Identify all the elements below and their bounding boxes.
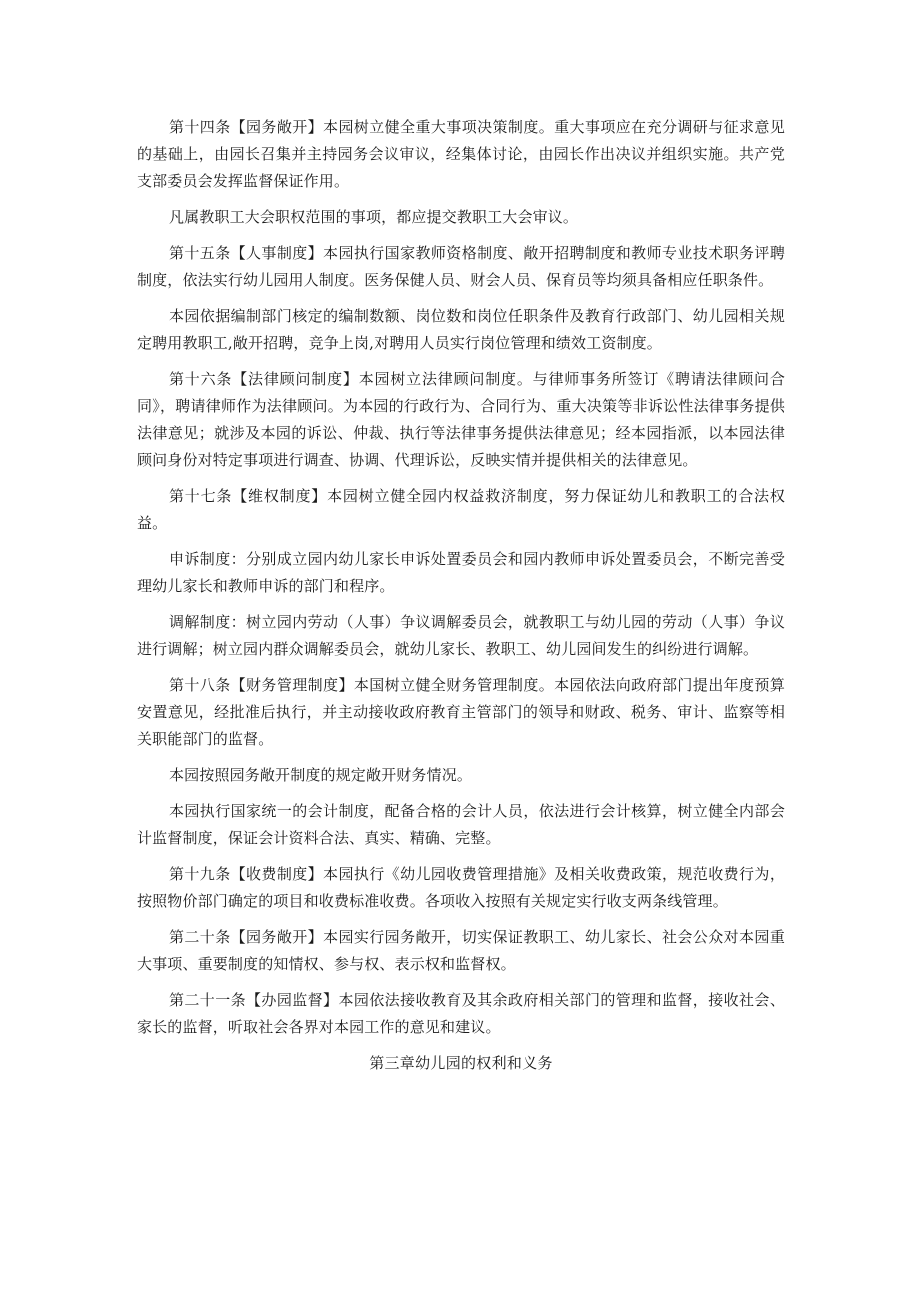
document-body: [137, 114, 785, 1077]
article-18-paragraph: 第十八条【财务管理制度】本国树立健全财务管理制度。本园依法向政府部门提出年度预算安置意见，经批准后执行，并主动接收政府教育主管部门的领导和财政、税务、审计、监察等相关职能部门的监督。: [137, 676, 785, 748]
staff-congress-paragraph: 凡属教职工大会职权范围的事项，都应提交教职工大会审议。: [169, 208, 579, 226]
staff-hiring-paragraph: 本园依据编制部门核定的编制数额、岗位数和岗位任职条件及教育行政部门、幼儿园相关规定聘用教职工,敞开招聘，竞争上岗,对聘用人员实行岗位管理和绩效工资制度。: [137, 307, 785, 352]
article-15-paragraph: 第十五条【人事制度】本园执行国家教师资格制度、敞开招聘制度和教师专业技术职务评聘制度，依法实行幼儿园用人制度。医务保健人员、财会人员、保育员等均须具备相应任职条件。: [137, 244, 785, 289]
article-20-paragraph: 第二十条【园务敞开】本园实行园务敞开，切实保证教职工、幼儿家长、社会公众对本园重大事项、重要制度的知情权、参与权、表示权和监督权。: [137, 928, 785, 973]
article-16-paragraph: 第十六条【法律顾问制度】本园树立法律顾问制度。与律师事务所签订《聘请法律顾问合同》，聘请律师作为法律顾问。为本园的行政行为、合同行为、重大决策等非诉讼性法律事务提供法律意见；就涉及本园的诉讼、仲裁、执行等法律事务提供法律意见；经本园指派，以本园法律顾问身份对特定事项进行调查、协调、代理诉讼，反映实情并提供相关的法律意见。: [137, 370, 785, 469]
chapter-3-heading: 第三章幼儿园的权利和义务: [369, 1054, 553, 1072]
article-14-paragraph: 第十四条【园务敞开】本园树立健全重大事项决策制度。重大事项应在充分调研与征求意见的基础上，由园长召集并主持园务会议审议，经集体讨论，由园长作出决议并组织实施。共产党支部委员会发挥监督保证作用。: [137, 118, 785, 190]
article-19-paragraph: 第十九条【收费制度】本园执行《幼儿园收费管理措施》及相关收费政策，规范收费行为，按照物价部门确定的项目和收费标准收费。各项收入按照有关规定实行收支两条线管理。: [137, 865, 785, 910]
complaint-system-paragraph: 申诉制度：分别成立园内幼儿家长申诉处置委员会和园内教师申诉处置委员会，不断完善受理幼儿家长和教师申诉的部门和程序。: [137, 550, 785, 595]
mediation-system-paragraph: 调解制度：树立园内劳动（人事）争议调解委员会，就教职工与幼儿园的劳动（人事）争议进行调解；树立园内群众调解委员会，就幼儿家长、教职工、幼儿园间发生的纠纷进行调解。: [137, 613, 785, 658]
article-17-paragraph: 第十七条【维权制度】本园树立健全园内权益救济制度，努力保证幼儿和教职工的合法权益。: [137, 487, 785, 532]
accounting-system-paragraph: 本园执行国家统一的会计制度，配备合格的会计人员，依法进行会计核算，树立健全内部会计监督制度，保证会计资料合法、真实、精确、完整。: [137, 802, 785, 847]
financial-disclosure-paragraph: 本园按照园务敞开制度的规定敞开财务情况。: [169, 766, 473, 784]
article-21-paragraph: 第二十一条【办园监督】本园依法接收教育及其余政府相关部门的管理和监督，接收社会、家长的监督，听取社会各界对本园工作的意见和建议。: [137, 991, 785, 1036]
